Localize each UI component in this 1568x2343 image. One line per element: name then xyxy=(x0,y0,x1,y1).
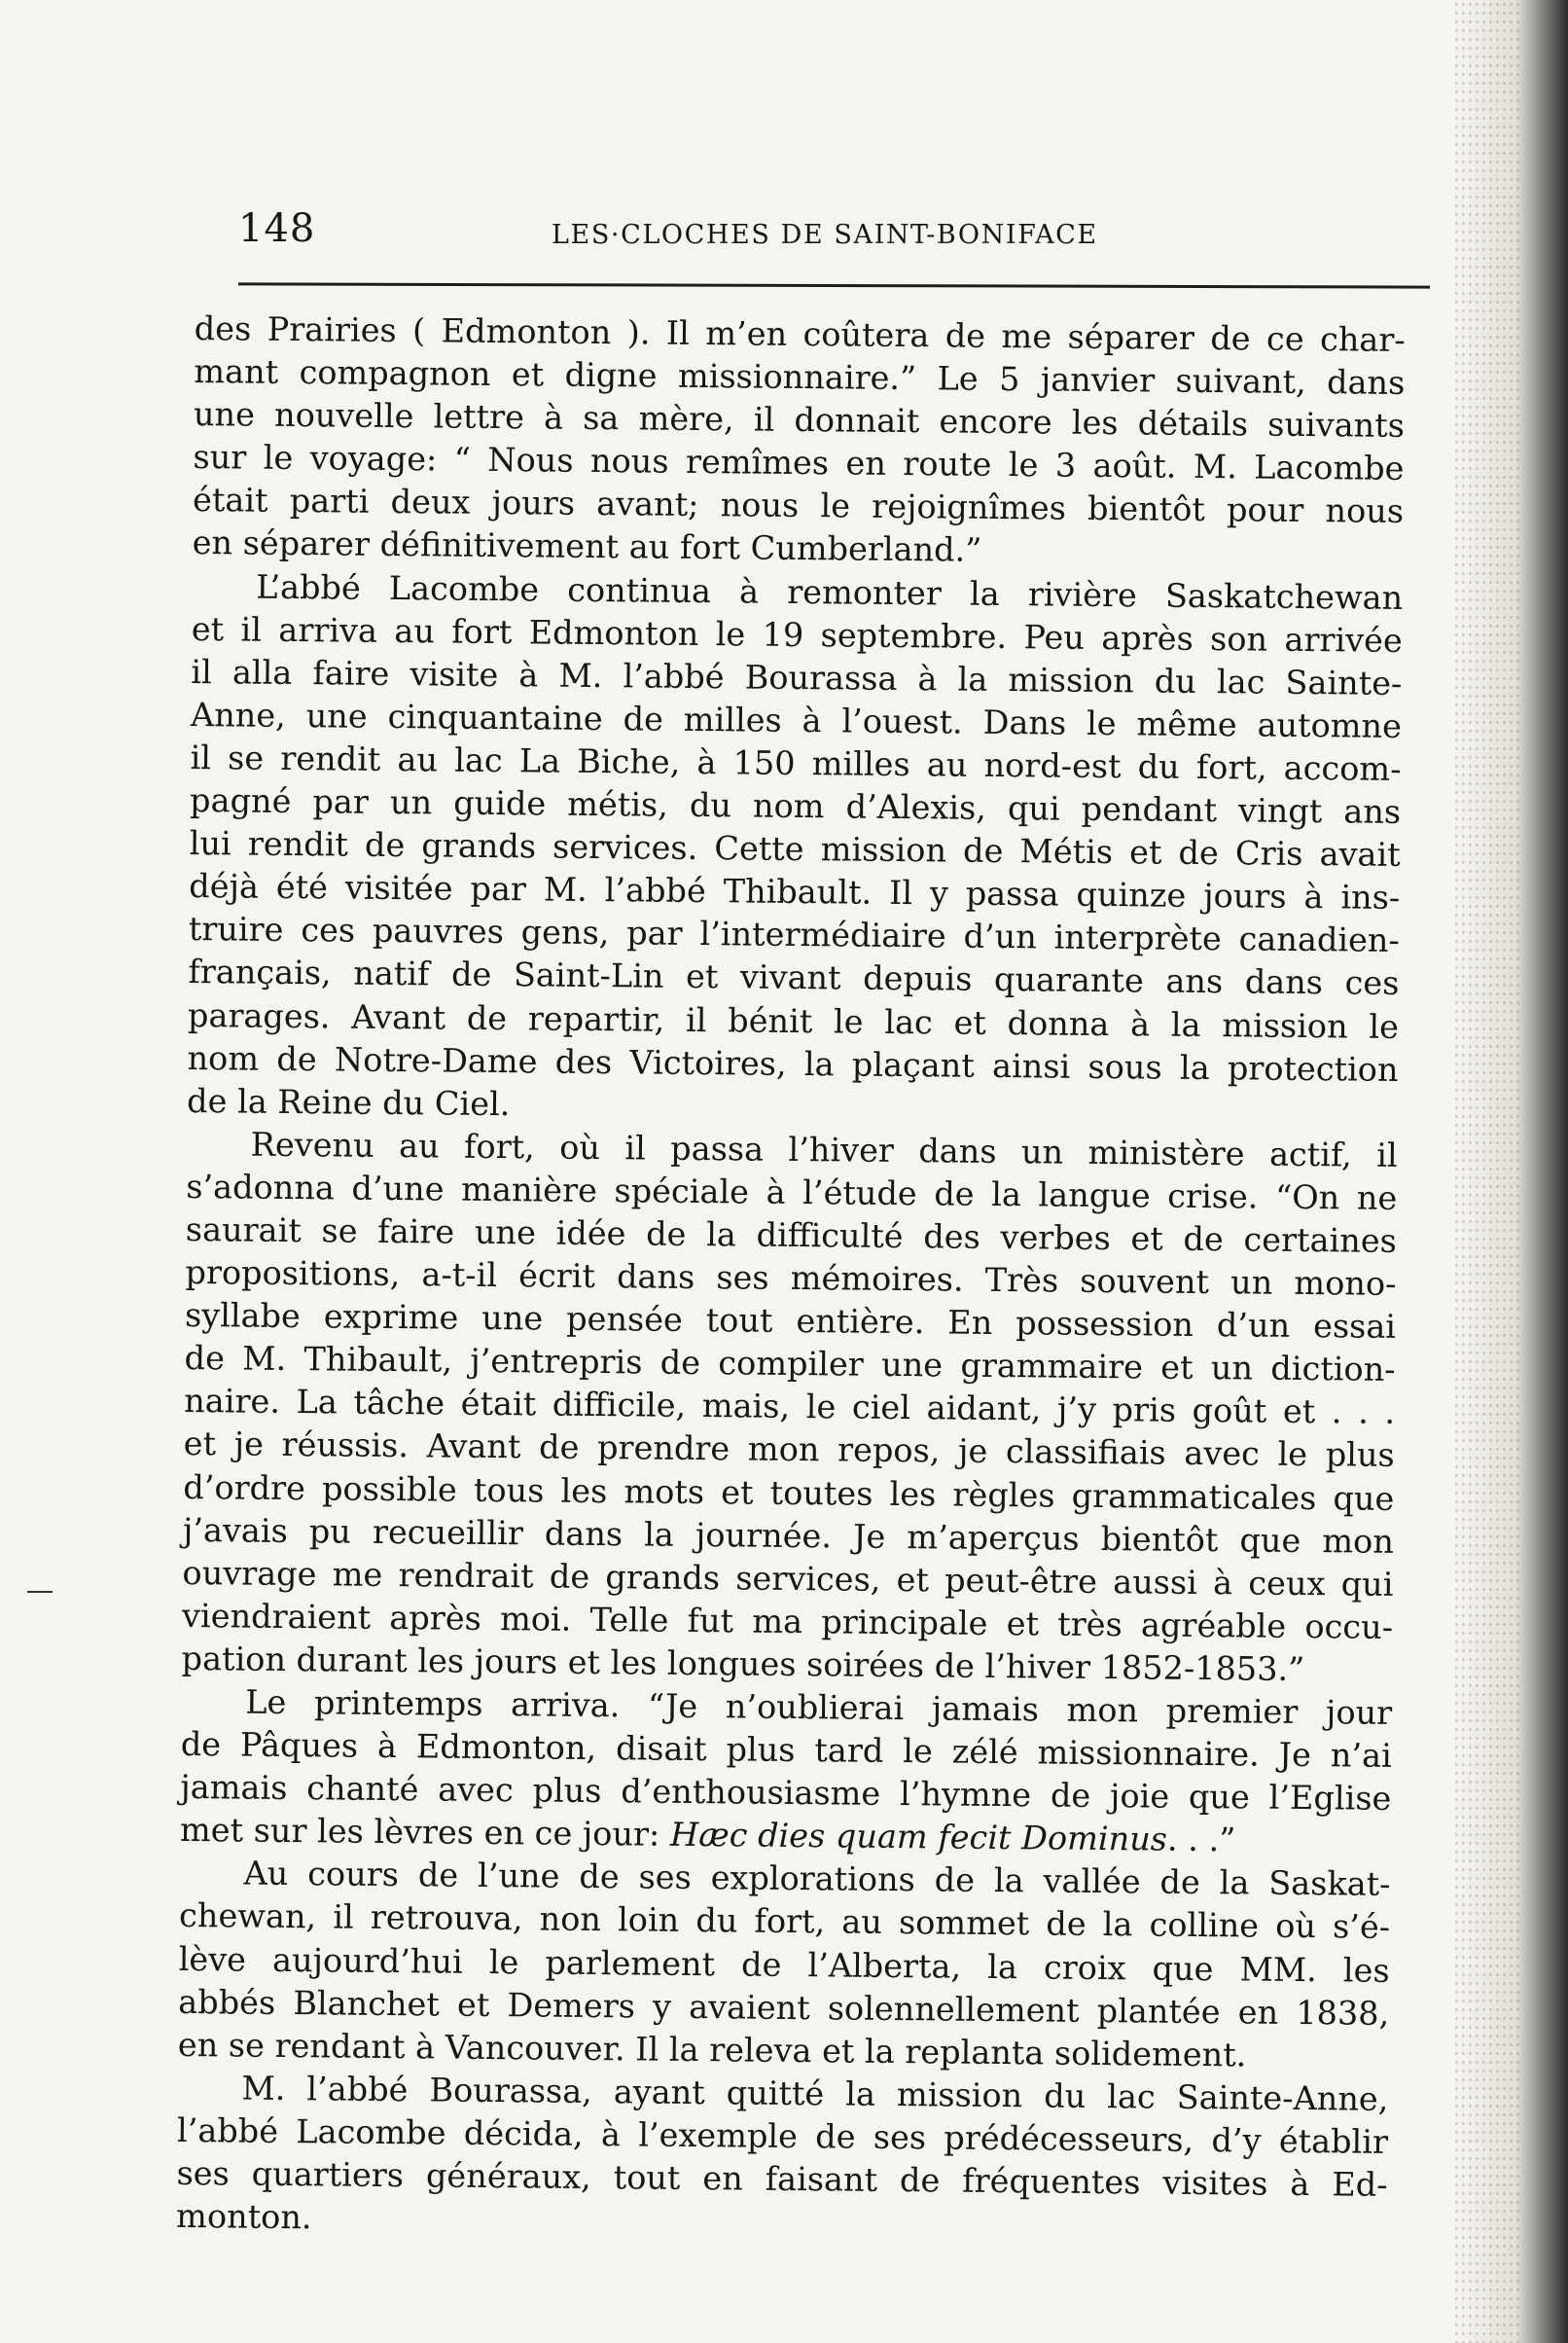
paragraph-p2 xyxy=(187,565,1403,1135)
text-line: M. l’abbé Bourassa, ayant quitté la mission du lac Sainte-Anne, xyxy=(241,2069,1389,2118)
text-line: en se rendant à Vancouver. Il la releva et la replanta solidement. xyxy=(177,2025,1247,2074)
text-line: ses quartiers généraux, tout en faisant de fréquentes visites à Ed- xyxy=(176,2153,1388,2204)
page-number: 148 xyxy=(238,206,316,251)
running-head: LES·CLOCHES DE SAINT-BONIFACE xyxy=(552,220,1098,250)
text-line: syllabe exprime une pensée tout entière. En possession d’un essai xyxy=(184,1296,1397,1347)
paragraph-p6 xyxy=(176,2067,1389,2250)
text-line: déjà été visitée par M. l’abbé Thibault. Il y passa quinze jours à ins- xyxy=(189,867,1401,918)
header-rule xyxy=(238,282,1430,288)
text-line: pation durant les jours et les longues soirées de l’hiver 1852-1853.” xyxy=(181,1639,1305,1688)
text-line: pagné par un guide métis, du nom d’Alexis, qui pendant vingt ans xyxy=(189,781,1402,831)
text-line: et il arriva au fort Edmonton le 19 septembre. Peu après son arrivée xyxy=(191,609,1403,660)
text-line: français, natif de Saint-Lin et vivant depuis quarante ans dans ces xyxy=(188,953,1400,1003)
text-line: de la Reine du Ciel. xyxy=(186,1081,511,1123)
text-line: il se rendit au lac La Biche, à 150 milles au nord-est du fort, accom- xyxy=(190,738,1402,788)
text-line: saurait se faire une idée de la difficulté des verbes et de certaines xyxy=(185,1209,1398,1260)
text-fragment: met sur les lèvres en ce jour: xyxy=(179,1811,671,1855)
text-line: propositions, a-t-il écrit dans ses mémoires. Très souvent un mono- xyxy=(185,1253,1397,1303)
text-line: mant compagnon et digne missionnaire.” Le 5 janvier suivant, dans xyxy=(194,352,1406,403)
text-line: de M. Thibault, j’entrepris de compiler une grammaire et un diction- xyxy=(184,1339,1396,1389)
text-line: monton. xyxy=(175,2197,312,2237)
paragraph-p4 xyxy=(180,1680,1393,1863)
text-line: nom de Notre-Dame des Victoires, la plaçant ainsi sous la protection xyxy=(187,1038,1399,1089)
text-line: s’adonna d’une manière spéciale à l’étude de la langue crise. “On ne xyxy=(186,1167,1398,1217)
text-fragment: . . .” xyxy=(1166,1820,1236,1859)
paragraph-p3 xyxy=(181,1123,1397,1692)
page-header xyxy=(238,206,1396,265)
text-line: jamais chanté avec plus d’enthousiasme l’hymne de joie que l’Eglise xyxy=(180,1768,1392,1819)
text-line: Le printemps arriva. “Je n’oublierai jamais mon premier jour xyxy=(245,1682,1393,1732)
text-line: était parti deux jours avant; nous le rejoignîmes bientôt pour nous xyxy=(192,481,1405,531)
text-line: sur le voyage: “ Nous nous remîmes en route le 3 août. M. Lacombe xyxy=(193,438,1405,488)
latin-quote: Hæc dies quam fecit Dominus xyxy=(669,1816,1168,1858)
margin-mark xyxy=(27,1591,53,1593)
text-line: chewan, il retrouva, non loin du fort, au sommet de la colline où s’é- xyxy=(178,1896,1391,1947)
paragraph-p5 xyxy=(178,1852,1391,2077)
text-line: et je réussis. Avant de prendre mon repos, je classifiais avec le plus xyxy=(183,1424,1395,1475)
text-line: j’avais pu recueillir dans la journée. Je m’aperçus bientôt que mon xyxy=(182,1510,1395,1561)
binding-edge-speckle xyxy=(1453,0,1521,2343)
text-line: Au cours de l’une de ses explorations de la vallée de la Saskat- xyxy=(243,1854,1391,1904)
text-line: des Prairies ( Edmonton ). Il m’en coûtera de me séparer de ce char- xyxy=(194,308,1406,359)
body-text xyxy=(176,307,1406,2250)
text-line: l’abbé Lacombe décida, à l’exemple de ses prédécesseurs, d’y établir xyxy=(176,2110,1389,2161)
text-line: viendraient après moi. Telle fut ma principale et très agréable occu- xyxy=(181,1596,1394,1646)
text-line: ouvrage me rendrait de grands services, et peut-être aussi à ceux qui xyxy=(182,1553,1394,1604)
text-line: Revenu au fort, où il passa l’hiver dans un ministère actif, il xyxy=(250,1125,1398,1174)
text-line: il alla faire visite à M. l’abbé Bourassa à la mission du lac Sainte- xyxy=(191,652,1403,703)
paragraph-p1 xyxy=(192,307,1405,577)
text-line: d’ordre possible tous les mots et toutes les règles grammaticales que xyxy=(183,1467,1395,1518)
text-line: truire ces pauvres gens, par l’intermédiaire d’un interprète canadien- xyxy=(188,910,1400,960)
text-line: lui rendit de grands services. Cette mission de Métis et de Cris avait xyxy=(189,824,1401,875)
text-line: L’abbé Lacombe continua à remonter la rivière Saskatchewan xyxy=(256,567,1404,617)
text-line: lève aujourd’hui le parlement de l’Alberta, la croix que MM. les xyxy=(178,1939,1390,1990)
text-line: parages. Avant de repartir, il bénit le lac et donna à la mission le xyxy=(187,995,1400,1046)
text-line: naire. La tâche était difficile, mais, le ciel aidant, j’y pris goût et . . . xyxy=(184,1382,1396,1432)
text-line: en séparer définitivement au fort Cumberland.” xyxy=(192,523,982,570)
text-line: de Pâques à Edmonton, disait plus tard le zélé missionnaire. Je n’ai xyxy=(180,1725,1392,1775)
text-line: une nouvelle lettre à sa mère, il donnait encore les détails suivants xyxy=(193,395,1406,446)
text-line: abbés Blanchet et Demers y avaient solennellement plantée en 1838, xyxy=(178,1982,1390,2033)
text-line: Anne, une cinquantaine de milles à l’ouest. Dans le même automne xyxy=(190,695,1403,745)
